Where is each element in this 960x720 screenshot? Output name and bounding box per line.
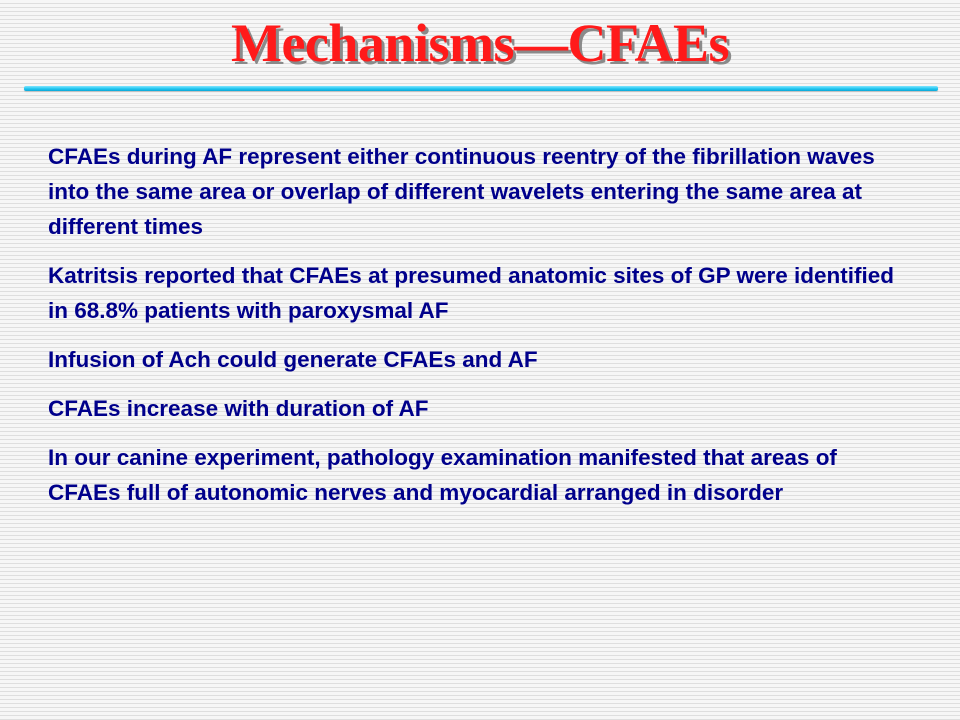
bullet-item: Katritsis reported that CFAEs at presumed anatomic sites of GP were identified in 68.8% patients with paroxysmal AF — [48, 263, 895, 323]
bullet-list — [48, 139, 908, 524]
bullet-item: CFAEs increase with duration of AF — [48, 396, 429, 421]
title-divider — [24, 86, 938, 91]
bullet-item: Infusion of Ach could generate CFAEs and AF — [48, 347, 538, 372]
bullet-item: CFAEs during AF represent either continuous reentry of the fibrillation waves into the same area or overlap of different wavelets entering the same area at different times — [48, 144, 875, 239]
slide-title: Mechanisms—CFAEs — [231, 13, 729, 73]
bullet-item: In our canine experiment, pathology examination manifested that areas of CFAEs full of autonomic nerves and myocardial arranged in disorder — [48, 445, 837, 505]
